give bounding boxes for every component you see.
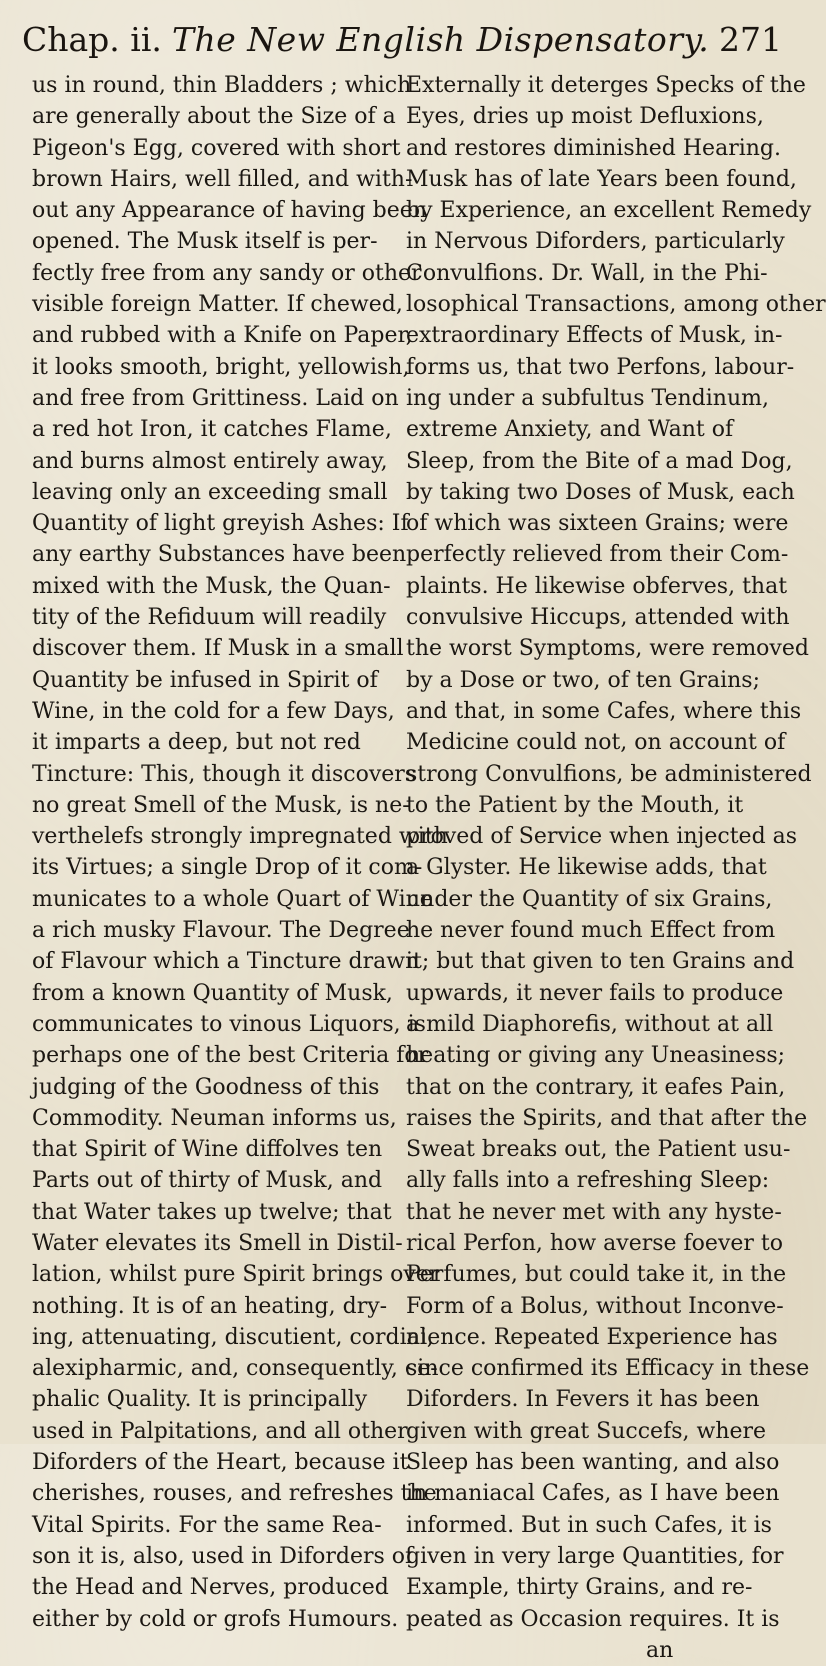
left-column-line: a red hot Iron, it catches Flame, <box>32 417 392 443</box>
right-column-line: strong Convulfions, be administered <box>406 761 812 787</box>
right-column-line: since confirmed its Efficacy in these <box>406 1356 810 1382</box>
left-column-line: and free from Grittiness. Laid on <box>32 385 399 411</box>
left-column-line: Pigeon's Egg, covered with short <box>32 135 401 161</box>
left-column-line: son it is, also, used in Diforders of <box>32 1543 414 1569</box>
left-column-line: from a known Quantity of Musk, <box>32 980 393 1006</box>
left-column-line: Quantity be infused in Spirit of <box>32 667 378 693</box>
left-column-line: us in round, thin Bladders ; which <box>32 73 412 98</box>
right-column-line: in Nervous Diforders, particularly <box>406 229 785 255</box>
right-column-line: Sleep has been wanting, and also <box>406 1450 780 1476</box>
left-column-line: the Head and Nerves, produced <box>32 1575 389 1601</box>
left-text-column <box>32 70 448 1635</box>
right-column-line: proved of Service when injected as <box>406 824 798 850</box>
left-column-line: that Water takes up twelve; that <box>32 1199 392 1225</box>
right-column-line: Perfumes, but could take it, in the <box>406 1262 787 1288</box>
left-column-line: a rich musky Flavour. The Degree <box>32 918 410 944</box>
right-column-line: ing under a subfultus Tendinum, <box>406 385 769 411</box>
right-column-line: given in very large Quantities, for <box>406 1543 784 1569</box>
right-column-line: to the Patient by the Mouth, it <box>406 792 744 818</box>
left-column-line: cherishes, rouses, and refreshes the <box>32 1481 437 1507</box>
page-number: 271 <box>719 20 782 59</box>
right-column-line: informed. But in such Cafes, it is <box>406 1512 772 1538</box>
left-column-line: are generally about the Size of a <box>32 104 396 130</box>
right-column-line: Sweat breaks out, the Patient usu- <box>406 1137 791 1163</box>
right-column-line: peated as Occasion requires. It is <box>406 1606 780 1632</box>
left-column-line: fectly free from any sandy or other <box>32 260 422 286</box>
left-column-line: it looks smooth, bright, yellowish, <box>32 354 410 380</box>
left-column-line: verthelefs strongly impregnated with <box>32 824 448 850</box>
right-column-line: upwards, it never fails to produce <box>406 980 784 1006</box>
right-column-line: in maniacal Cafes, as I have been <box>406 1481 780 1507</box>
right-column-line: extreme Anxiety, and Want of <box>406 417 734 443</box>
left-column-line: Diforders of the Heart, because it <box>32 1450 409 1476</box>
left-column-line: Quantity of light greyish Ashes: If <box>32 511 409 537</box>
left-column-line: nothing. It is of an heating, dry- <box>32 1293 388 1319</box>
right-column-line: by Experience, an excellent Remedy <box>406 198 812 224</box>
right-text-column <box>406 70 826 1666</box>
right-column-line: a mild Diaphorefis, without at all <box>406 1011 774 1037</box>
left-column-line: ing, attenuating, discutient, cordial, <box>32 1324 434 1350</box>
right-column-line: by a Dose or two, of ten Grains; <box>406 667 760 693</box>
left-column-line: it imparts a deep, but not red <box>32 730 361 756</box>
left-column-line: discover them. If Musk in a small <box>32 636 404 662</box>
right-column-line: losophical Transactions, among other <box>406 292 826 318</box>
running-header <box>22 14 782 66</box>
left-column-line: and rubbed with a Knife on Paper, <box>32 323 413 349</box>
right-column-line: Diforders. In Fevers it has been <box>406 1387 760 1413</box>
left-column-line: opened. The Musk itself is per- <box>32 229 378 255</box>
right-column-line: under the Quantity of six Grains, <box>406 886 773 912</box>
left-column-line: its Virtues; a single Drop of it com- <box>32 855 423 881</box>
left-column-line: Commodity. Neuman informs us, <box>32 1105 397 1131</box>
left-column-line: alexipharmic, and, consequently, ce- <box>32 1356 438 1382</box>
running-title: The New English Dispensatory. <box>172 20 710 59</box>
right-column-line: Externally it deterges Specks of the <box>406 73 806 98</box>
right-column-line: and restores diminished Hearing. <box>406 135 781 161</box>
right-column-line: Form of a Bolus, without Inconve- <box>406 1293 784 1319</box>
left-column-line: lation, whilst pure Spirit brings over <box>32 1262 440 1288</box>
left-column-line: used in Palpitations, and all other <box>32 1418 408 1444</box>
right-column-line: Sleep, from the Bite of a mad Dog, <box>406 448 793 474</box>
right-column-line: ally falls into a refreshing Sleep: <box>406 1168 770 1194</box>
right-column-line: Eyes, dries up moist Defluxions, <box>406 104 764 130</box>
left-column-line: Vital Spirits. For the same Rea- <box>32 1512 382 1538</box>
left-column-line: Tincture: This, though it discovers <box>32 761 417 787</box>
right-column-line: given with great Succefs, where <box>406 1418 767 1444</box>
left-column-line: judging of the Goodness of this <box>32 1074 380 1100</box>
left-column-line: either by cold or grofs Humours. <box>32 1606 399 1632</box>
left-column-line: perhaps one of the best Criteria for <box>32 1043 429 1069</box>
right-column-line: an <box>646 1637 674 1663</box>
left-column-line: mixed with the Musk, the Quan- <box>32 573 391 599</box>
left-column-line: municates to a whole Quart of Wine <box>32 886 433 912</box>
right-column-line: Medicine could not, on account of <box>406 730 786 756</box>
left-column-line: Wine, in the cold for a few Days, <box>32 698 395 724</box>
right-column-line: he never found much Effect from <box>406 918 776 944</box>
right-column-line: nience. Repeated Experience has <box>406 1324 778 1350</box>
left-column-line: communicates to vinous Liquors, is <box>32 1011 426 1037</box>
left-column-line: Parts out of thirty of Musk, and <box>32 1168 383 1194</box>
left-column-line: of Flavour which a Tincture drawn <box>32 949 420 975</box>
right-column-line: the worst Symptoms, were removed <box>406 636 809 662</box>
right-column-line: of which was sixteen Grains; were <box>406 511 789 537</box>
right-column-line: convulsive Hiccups, attended with <box>406 605 790 631</box>
chapter-label: Chap. ii. <box>22 20 162 59</box>
left-column-line: no great Smell of the Musk, is ne- <box>32 792 410 818</box>
left-column-line: tity of the Refiduum will readily <box>32 605 387 631</box>
right-column-line: a Glyster. He likewise adds, that <box>406 855 767 881</box>
left-column-line: that Spirit of Wine diffolves ten <box>32 1137 383 1163</box>
left-column-line: and burns almost entirely away, <box>32 448 388 474</box>
right-column-line: forms us, that two Perfons, labour- <box>406 354 795 380</box>
right-column-line: and that, in some Cafes, where this <box>406 698 802 724</box>
left-column-line: brown Hairs, well filled, and with- <box>32 166 413 192</box>
left-column-line: any earthy Substances have been <box>32 542 407 568</box>
right-column-line: heating or giving any Uneasiness; <box>406 1043 786 1069</box>
right-column-line: that he never met with any hyste- <box>406 1199 782 1225</box>
left-column-line: leaving only an exceeding small <box>32 479 388 505</box>
right-column-line: extraordinary Effects of Musk, in- <box>406 323 783 349</box>
right-column-line: raises the Spirits, and that after the <box>406 1105 808 1131</box>
right-column-line: Musk has of late Years been found, <box>406 166 797 192</box>
left-column-line: phalic Quality. It is principally <box>32 1387 368 1413</box>
right-column-line: Example, thirty Grains, and re- <box>406 1575 753 1601</box>
right-column-line: that on the contrary, it eafes Pain, <box>406 1074 786 1100</box>
left-column-line: visible foreign Matter. If chewed, <box>32 292 403 318</box>
right-column-line: Convulfions. Dr. Wall, in the Phi- <box>406 260 768 286</box>
right-column-line: plaints. He likewise obferves, that <box>406 573 788 599</box>
right-column-line: rical Perfon, how averse foever to <box>406 1230 783 1256</box>
right-column-line: by taking two Doses of Musk, each <box>406 479 795 505</box>
left-column-line: Water elevates its Smell in Distil- <box>32 1230 403 1256</box>
right-column-line: perfectly relieved from their Com- <box>406 542 789 568</box>
right-column-line: it; but that given to ten Grains and <box>406 949 795 975</box>
left-column-line: out any Appearance of having been <box>32 198 427 224</box>
